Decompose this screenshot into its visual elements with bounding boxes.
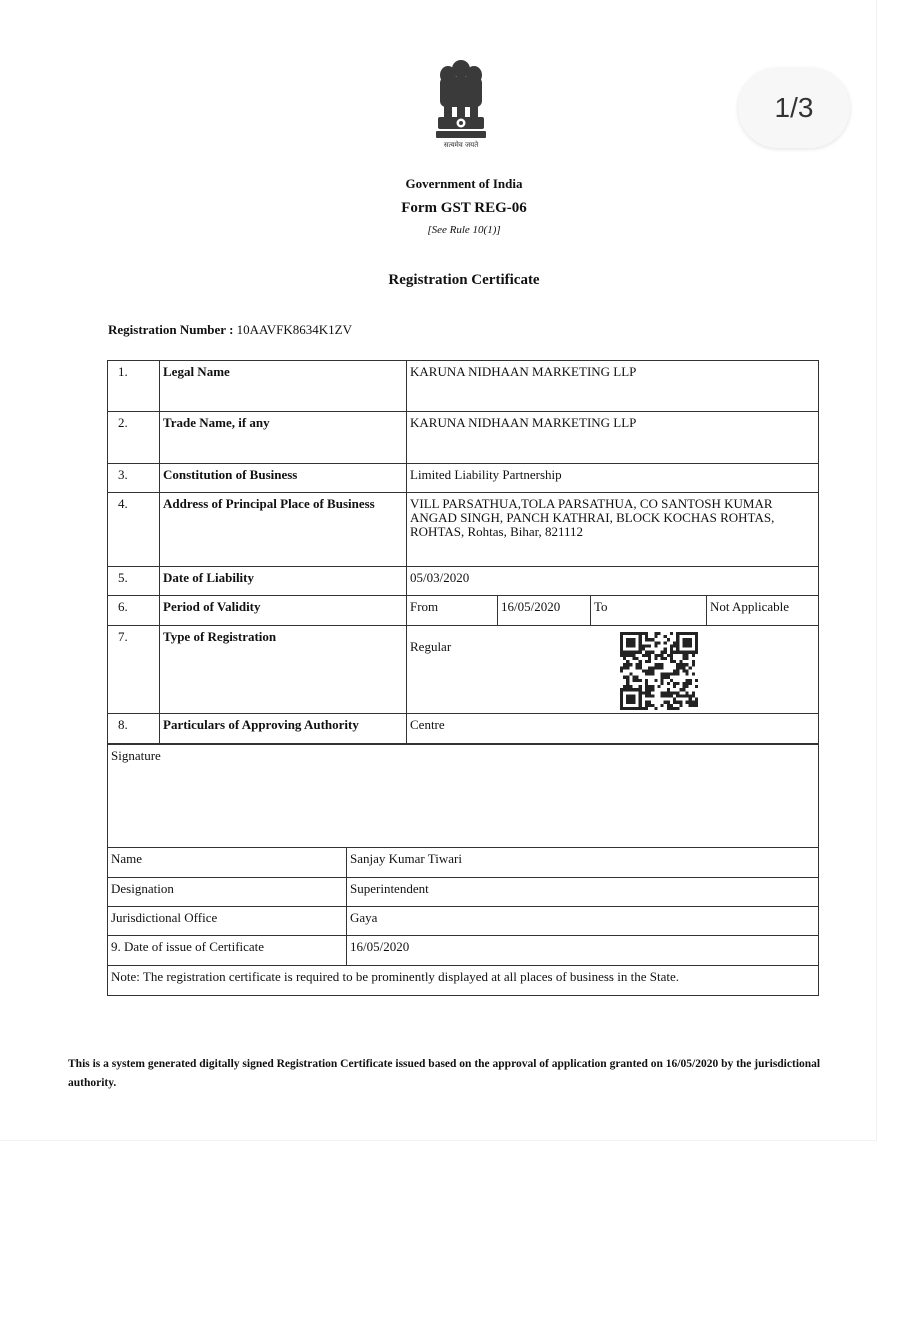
name-label: Name bbox=[108, 848, 347, 878]
signature-label: Signature bbox=[108, 745, 819, 848]
certificate-title: Registration Certificate bbox=[388, 272, 540, 288]
registration-number-line bbox=[108, 322, 352, 338]
date-of-liability-value: 05/03/2020 bbox=[407, 567, 819, 596]
validity-from-value: 16/05/2020 bbox=[498, 596, 591, 626]
qr-code-icon bbox=[620, 632, 698, 710]
approving-authority-value: Centre bbox=[407, 714, 819, 744]
office-label: Jurisdictional Office bbox=[108, 907, 347, 936]
registration-type-value: Regular bbox=[410, 639, 452, 654]
table-row bbox=[108, 878, 819, 907]
row-number: 7. bbox=[108, 626, 160, 714]
footer-statement: This is a system generated digitally signed Registration Certificate issued based on the approval of application granted on 16/05/2020 by the jurisdictional authority. bbox=[68, 1058, 821, 1089]
row-label: Legal Name bbox=[160, 361, 407, 412]
table-row bbox=[108, 714, 819, 744]
row-label: Address of Principal Place of Business bbox=[160, 493, 407, 567]
emblem-motto: सत्यमेव जयते bbox=[443, 141, 479, 149]
trade-name-value: KARUNA NIDHAAN MARKETING LLP bbox=[407, 412, 819, 464]
table-row bbox=[108, 567, 819, 596]
row-number: 5. bbox=[108, 567, 160, 596]
validity-to-label: To bbox=[591, 596, 707, 626]
issue-date-label: 9. Date of issue of Certificate bbox=[108, 936, 347, 966]
legal-name-value: KARUNA NIDHAAN MARKETING LLP bbox=[407, 361, 819, 412]
office-value: Gaya bbox=[347, 907, 819, 936]
constitution-value: Limited Liability Partnership bbox=[407, 464, 819, 493]
table-row bbox=[108, 907, 819, 936]
table-row bbox=[108, 848, 819, 878]
row-number: 2. bbox=[108, 412, 160, 464]
row-label: Date of Liability bbox=[160, 567, 407, 596]
page-indicator: 1/3 bbox=[738, 68, 850, 148]
rule-reference: [See Rule 10(1)] bbox=[427, 224, 501, 236]
row-label: Period of Validity bbox=[160, 596, 407, 626]
address-value: VILL PARSATHUA,TOLA PARSATHUA, CO SANTOSH KUMAR ANGAD SINGH, PANCH KATHRAI, BLOCK KOCHAS ROHTAS, ROHTAS, Rohtas, Bihar, 821112 bbox=[407, 493, 819, 567]
table-row bbox=[108, 936, 819, 966]
table-row bbox=[108, 966, 819, 996]
row-number: 1. bbox=[108, 361, 160, 412]
government-heading: Government of India bbox=[405, 176, 523, 191]
table-row bbox=[108, 626, 819, 714]
issue-date-value: 16/05/2020 bbox=[347, 936, 819, 966]
table-row bbox=[108, 464, 819, 493]
table-row bbox=[108, 745, 819, 848]
table-row bbox=[108, 493, 819, 567]
signature-table bbox=[107, 744, 819, 996]
registration-number-value: 10AAVFK8634K1ZV bbox=[236, 322, 352, 337]
name-value: Sanjay Kumar Tiwari bbox=[347, 848, 819, 878]
row-label: Constitution of Business bbox=[160, 464, 407, 493]
row-number: 6. bbox=[108, 596, 160, 626]
registration-type-cell bbox=[407, 626, 819, 714]
registration-number-label: Registration Number : bbox=[108, 322, 234, 337]
certificate-table bbox=[107, 360, 819, 744]
national-emblem-icon bbox=[428, 55, 494, 155]
row-number: 3. bbox=[108, 464, 160, 493]
table-row bbox=[108, 412, 819, 464]
table-row bbox=[108, 361, 819, 412]
table-row bbox=[108, 596, 819, 626]
designation-value: Superintendent bbox=[347, 878, 819, 907]
note-text: Note: The registration certificate is required to be prominently displayed at all places of business in the State. bbox=[108, 966, 819, 996]
form-heading: Form GST REG-06 bbox=[401, 200, 527, 216]
row-number: 4. bbox=[108, 493, 160, 567]
row-label: Particulars of Approving Authority bbox=[160, 714, 407, 744]
row-label: Trade Name, if any bbox=[160, 412, 407, 464]
validity-from-label: From bbox=[407, 596, 498, 626]
validity-to-value: Not Applicable bbox=[707, 596, 819, 626]
row-label: Type of Registration bbox=[160, 626, 407, 714]
designation-label: Designation bbox=[108, 878, 347, 907]
row-number: 8. bbox=[108, 714, 160, 744]
